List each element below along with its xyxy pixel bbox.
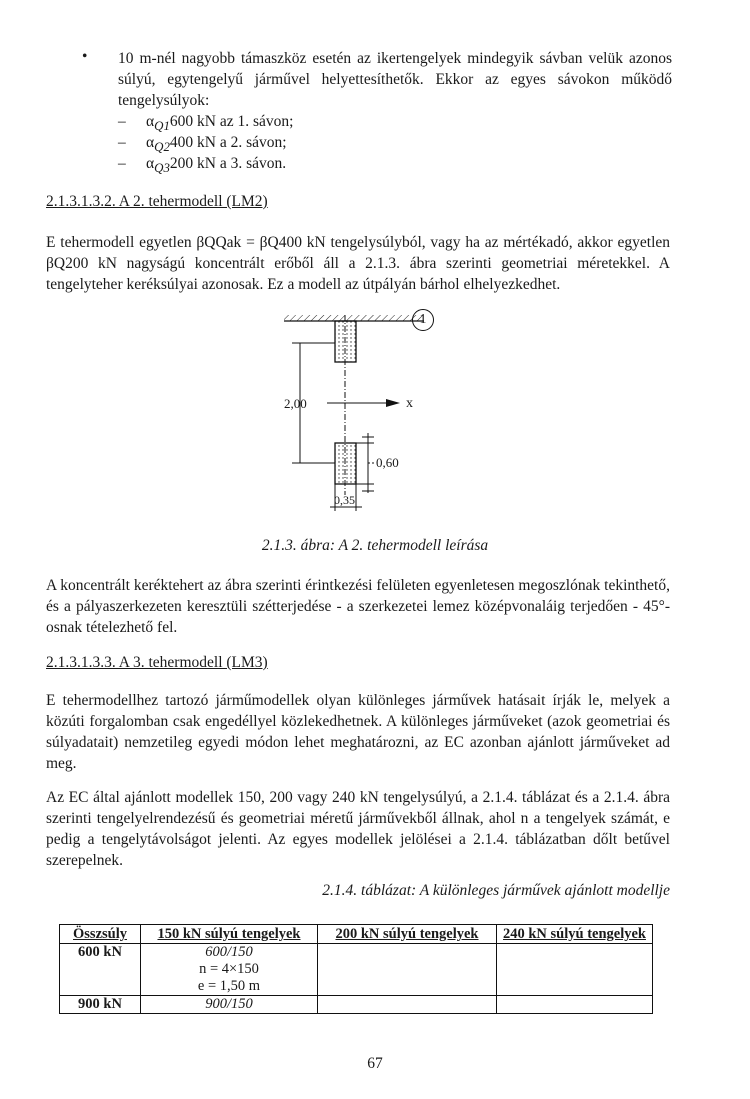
table-cell-weight: 900 kN: [60, 996, 141, 1014]
lm3-paragraph-1: E tehermodellhez tartozó járműmodellek olyan különleges járművek hatásait írják le, melyek a közúti forgalomban csak engedéllyel közlekedhetnek. A különleges járműveket (azok geometriai és súlyadatait) nemzetileg egyedi módon lehet meghatározni, az EC azonban ajánlott járműveket ad meg.: [46, 692, 670, 772]
axle-load-item-3: – $\alpha_{Q3}200$ kN a 3. sávon.: [118, 155, 287, 176]
table-header: Összsúly: [60, 925, 141, 944]
table-cell-240: [497, 944, 653, 996]
figure-caption: 2.1.3. ábra: A 2. tehermodell leírása: [261, 537, 489, 554]
wheel-contact-upper: [335, 321, 356, 362]
label-200: 2,00: [284, 396, 307, 411]
lm2-paragraph: E tehermodell egyetlen βQQak = βQ400 kN tengelysúlyból, vagy ha az mértékadó, akkor egyetlen βQ200 kN nagyságú koncentrált erőből áll a 2.1.3. ábra szerinti geometriai méretekkel. A tengelyteher keréksúlyai azonosak. Ez a modell az útpályán bárhol elhelyezkedhet.: [46, 234, 670, 293]
label-035: 0,35: [334, 493, 355, 507]
table-header: 150 kN súlyú tengelyek: [141, 925, 318, 944]
bullet-block: [82, 48, 672, 111]
table-header-row: [60, 925, 653, 944]
table-cell-240: [497, 996, 653, 1014]
table-header: 200 kN súlyú tengelyek: [318, 925, 497, 944]
load-distribution-paragraph: A koncentrált keréktehert az ábra szerinti érintkezési felületen egyenletesen megoszlónak tekinthető, és a pályaszerkezeten keresztüli szétterjedése - a szerkezetei lemez középvonaláig terjedően - 45°-osnak tételezhető fel.: [46, 577, 670, 636]
wheel-contact-lower: [335, 443, 356, 484]
table-cell-150: 900/150: [141, 996, 318, 1014]
table-row: [60, 944, 653, 996]
table-cell-200: [318, 996, 497, 1014]
lm3-paragraph-2: Az EC által ajánlott modellek 150, 200 vagy 240 kN tengelysúlyú, a 2.1.4. táblázat és a 2.1.4. ábra szerinti tengelyelrendezésű és geometriai méretű járművekből állnak, ahol n a tengelyek számát, e pedig a tengelytávolságot jelenti. Az egyes modellek jelölései a 2.1.4. táblázatban dőlt betűvel szerepelnek.: [46, 789, 670, 869]
table-header: 240 kN súlyú tengelyek: [497, 925, 653, 944]
bullet-symbol: •: [82, 48, 88, 65]
axle-load-item-2: – $\alpha_{Q2}400$ kN a 2. sávon;: [118, 134, 287, 155]
label-x: x: [406, 396, 413, 411]
callout-circle-1: 1: [412, 309, 434, 331]
table-cell-200: [318, 944, 497, 996]
bullet-text: 10 m-nél nagyobb támaszköz esetén az ikertengelyek mindegyik sávban velük azonos súlyú, egytengelyű járművel helyettesíthetők. Ekkor az egyes sávokon működő tengelysúlyok:: [118, 50, 672, 109]
table-row: [60, 996, 653, 1014]
table-cell-150: 600/150 n = 4×150 e = 1,50 m: [141, 944, 318, 996]
lm2-geometry-figure: [270, 305, 450, 520]
section-heading-lm3: 2.1.3.1.3.3. A 3. tehermodell (LM3): [46, 654, 268, 671]
section-heading-lm2: 2.1.3.1.3.2. A 2. tehermodell (LM2): [46, 193, 268, 210]
table-caption: 2.1.4. táblázat: A különleges járművek ajánlott modellje: [322, 882, 670, 899]
table-cell-weight: 600 kN: [60, 944, 141, 996]
road-edge-hatch: [284, 315, 424, 321]
axle-load-item-1: – $\alpha_{Q1}600$ kN az 1. sávon;: [118, 113, 294, 134]
special-vehicle-table: [59, 924, 653, 1014]
label-060: 0,60: [376, 455, 399, 470]
page-number: 67: [367, 1055, 383, 1072]
x-axis-arrowhead: [386, 399, 400, 407]
